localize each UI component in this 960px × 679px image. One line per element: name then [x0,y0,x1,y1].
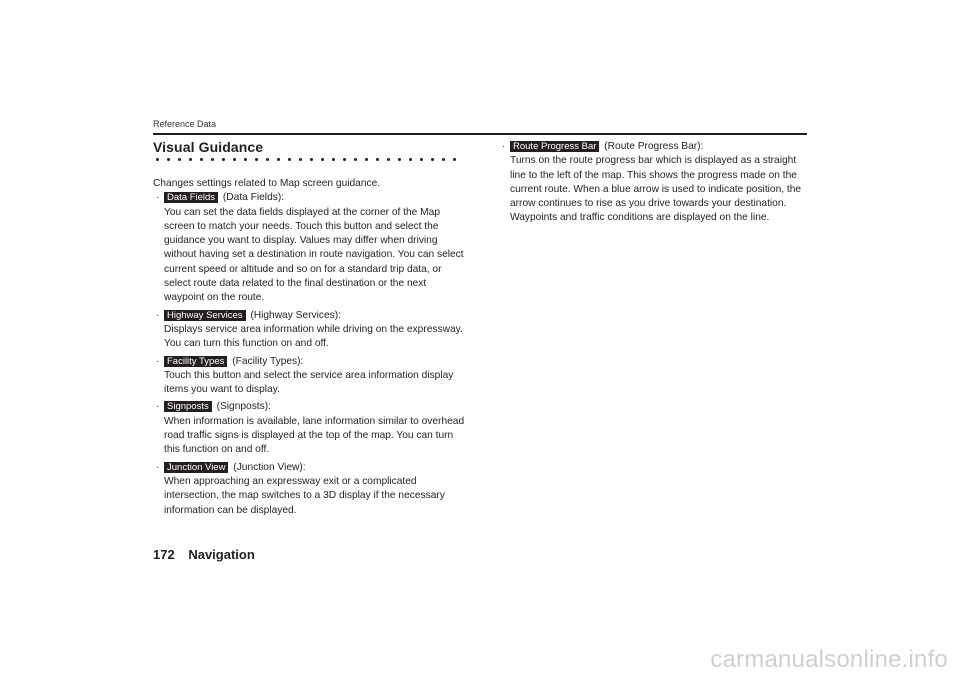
list-item-route-progress-bar [499,140,809,226]
item-description: When information is available, lane information similar to overhead road traffic signs is displayed at the top of the map. You can turn this function on and off. [164,415,465,456]
bullet: · [156,309,160,321]
page-title: Visual Guidance [153,139,264,155]
item-paren-label: (Junction View): [233,461,306,473]
bullet: · [156,461,160,473]
right-column [499,140,809,226]
data-fields-button[interactable]: Data Fields [164,192,218,203]
divider-dot [376,158,379,161]
title-dot-divider [156,158,456,161]
signposts-button[interactable]: Signposts [164,401,212,412]
divider-dot [189,158,192,161]
watermark: carmanualsonline.info [710,646,948,673]
item-paren-label: (Facility Types): [232,355,304,367]
list-item-facility-types [153,355,468,398]
divider-dot [343,158,346,161]
highway-services-button[interactable]: Highway Services [164,310,246,321]
left-column [153,177,468,518]
facility-types-button[interactable]: Facility Types [164,356,227,367]
bullet: · [156,192,160,204]
item-description: Touch this button and select the service area information display items you want to display. [164,369,454,396]
divider-dot [409,158,412,161]
divider-dot [266,158,269,161]
list-item-highway-services [153,309,468,352]
chapter-name: Navigation [188,547,255,562]
divider-dot [156,158,159,161]
divider-dot [244,158,247,161]
divider-dot [200,158,203,161]
list-item-junction-view [153,461,468,518]
junction-view-button[interactable]: Junction View [164,462,228,473]
item-description: When approaching an expressway exit or a complicated intersection, the map switches to a 3D display if the necessary information can be displayed. [164,475,445,516]
bullet: · [156,355,160,367]
list-item-data-fields [153,191,468,305]
divider-dot [299,158,302,161]
divider-dot [211,158,214,161]
item-paren-label: (Data Fields): [222,192,285,204]
divider-dot [321,158,324,161]
divider-dot [233,158,236,161]
divider-dot [167,158,170,161]
intro-text: Changes settings related to Map screen guidance. [153,178,381,189]
page-number: 172 [153,547,175,562]
divider-dot [453,158,456,161]
item-description: You can set the data fields displayed at the corner of the Map screen to match your needs. Touch this button and select the guidance you want to display. Values may differ when driving without having set a destination in route navigation. You can select current speed or altitude and so on for a standard trip data, or select route data related to the final destination or the next waypoint on the route. [164,206,464,304]
item-paren-label: (Highway Services): [250,309,341,321]
divider-dot [178,158,181,161]
divider-dot [442,158,445,161]
divider-dot [431,158,434,161]
item-description: Turns on the route progress bar which is displayed as a straight line to the left of the map. This shows the progress made on the current route. When a blue arrow is used to indicate position, the arrow continues to rise as you drive towards your destination. Waypoints and traffic conditions are displayed on the line. [510,155,802,224]
divider-dot [222,158,225,161]
divider-dot [277,158,280,161]
divider-dot [365,158,368,161]
divider-dot [398,158,401,161]
divider-dot [288,158,291,161]
divider-dot [310,158,313,161]
divider-dot [255,158,258,161]
header-rule [153,133,807,135]
section-label: Reference Data [153,119,217,129]
divider-dot [420,158,423,161]
page-footer [153,547,255,562]
divider-dot [387,158,390,161]
item-paren-label: (Signposts): [216,401,271,413]
bullet: · [156,401,160,413]
item-paren-label: (Route Progress Bar): [604,141,704,152]
item-description: Displays service area information while driving on the expressway. You can turn this function on and off. [164,323,463,350]
bullet: · [502,141,506,152]
divider-dot [332,158,335,161]
list-item-signposts [153,400,468,457]
route-progress-bar-button[interactable]: Route Progress Bar [510,141,599,152]
divider-dot [354,158,357,161]
